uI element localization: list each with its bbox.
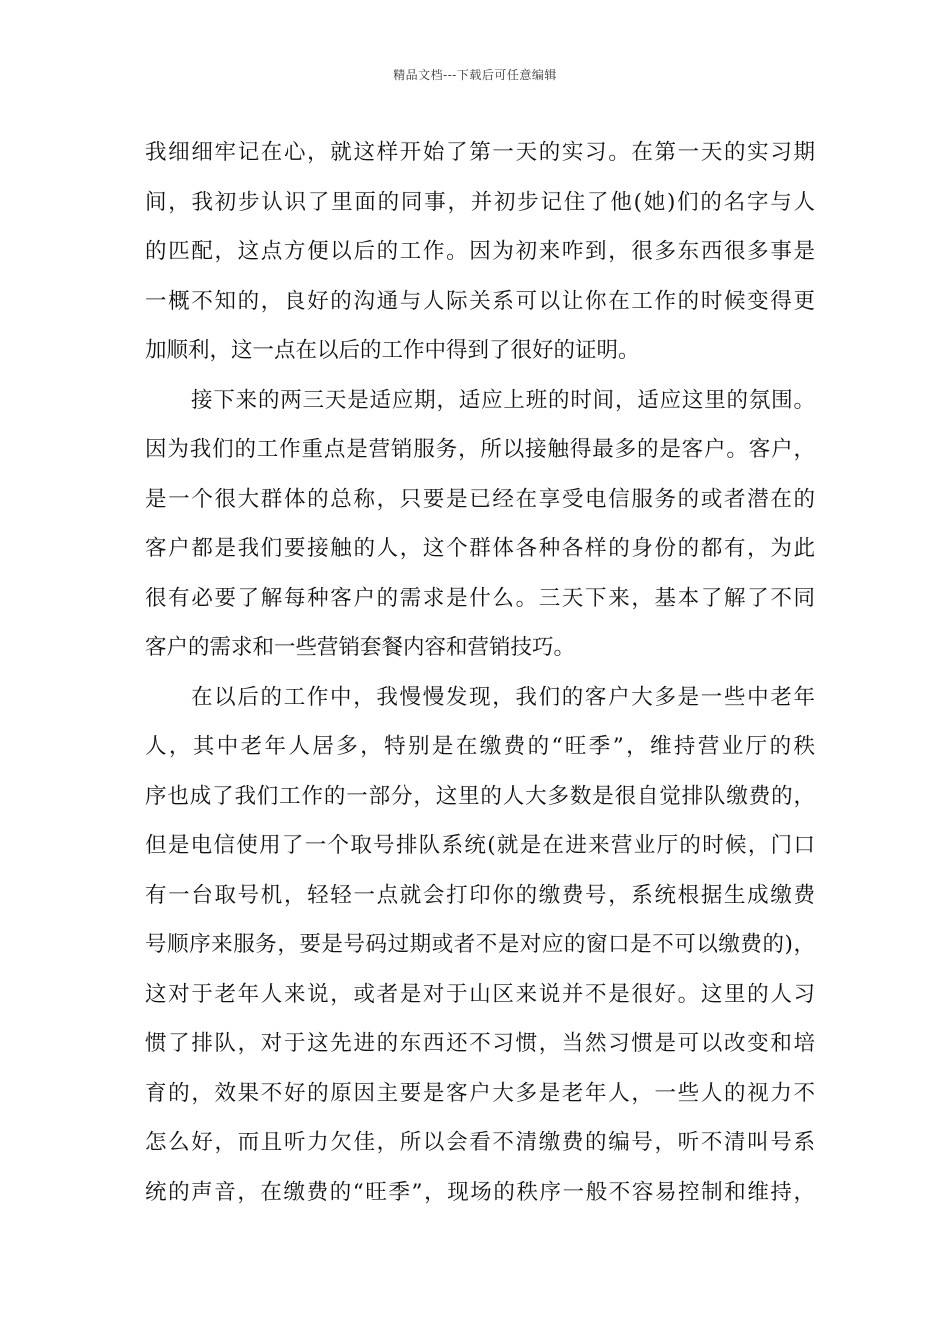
text-line: 加顺利，这一点在以后的工作中得到了很好的证明。 bbox=[145, 338, 640, 363]
text-line: 育的，效果不好的原因主要是客户大多是老年人，一些人的视力不 bbox=[145, 1080, 815, 1106]
text-line: 很有必要了解每种客户的需求是什么。三天下来，基本了解了不同 bbox=[145, 585, 815, 611]
text-line: 是一个很大群体的总称，只要是已经在享受电信服务的或者潜在的 bbox=[145, 486, 815, 512]
text-line: 统的声音，在缴费的“旺季”，现场的秩序一般不容易控制和维持， bbox=[145, 1179, 815, 1205]
paragraph-3 bbox=[145, 673, 815, 1218]
paragraph-1 bbox=[145, 128, 815, 376]
text-line: 人，其中老年人居多，特别是在缴费的“旺季”，维持营业厅的秩 bbox=[145, 734, 815, 759]
page-header: 精品文档---下载后可任意编辑 bbox=[393, 68, 557, 82]
text-line: 的匹配，这点方便以后的工作。因为初来咋到，很多东西很多事是 bbox=[145, 239, 815, 264]
paragraph-2 bbox=[145, 376, 815, 673]
document-body bbox=[145, 128, 815, 1217]
text-line: 因为我们的工作重点是营销服务，所以接触得最多的是客户。客户， bbox=[145, 437, 815, 462]
text-line: 客户都是我们要接触的人，这个群体各种各样的身份的都有，为此 bbox=[145, 536, 815, 561]
text-line: 怎么好，而且听力欠佳，所以会看不清缴费的编号，听不清叫号系 bbox=[145, 1130, 815, 1155]
text-line: 在以后的工作中，我慢慢发现，我们的客户大多是一些中老年 bbox=[191, 684, 815, 710]
text-line: 我细细牢记在心，就这样开始了第一天的实习。在第一天的实习期 bbox=[145, 140, 815, 165]
text-line: 客户的需求和一些营销套餐内容和营销技巧。 bbox=[145, 635, 576, 660]
text-line: 有一台取号机，轻轻一点就会打印你的缴费号，系统根据生成缴费 bbox=[145, 882, 815, 908]
text-line: 序也成了我们工作的一部分，这里的人大多数是很自觉排队缴费的， bbox=[145, 783, 815, 809]
text-line: 这对于老年人来说，或者是对于山区来说并不是很好。这里的人习 bbox=[145, 981, 815, 1007]
text-line: 惯了排队，对于这先进的东西还不习惯，当然习惯是可以改变和培 bbox=[145, 1031, 815, 1056]
text-line: 但是电信使用了一个取号排队系统(就是在进来营业厅的时候，门口 bbox=[145, 833, 815, 858]
text-line: 号顺序来服务，要是号码过期或者不是对应的窗口是不可以缴费的)， bbox=[145, 932, 815, 957]
text-line: 间，我初步认识了里面的同事，并初步记住了他(她)们的名字与人 bbox=[145, 189, 815, 215]
text-line: 接下来的两三天是适应期，适应上班的时间，适应这里的氛围。 bbox=[191, 387, 815, 413]
text-line: 一概不知的，良好的沟通与人际关系可以让你在工作的时候变得更 bbox=[145, 288, 815, 314]
